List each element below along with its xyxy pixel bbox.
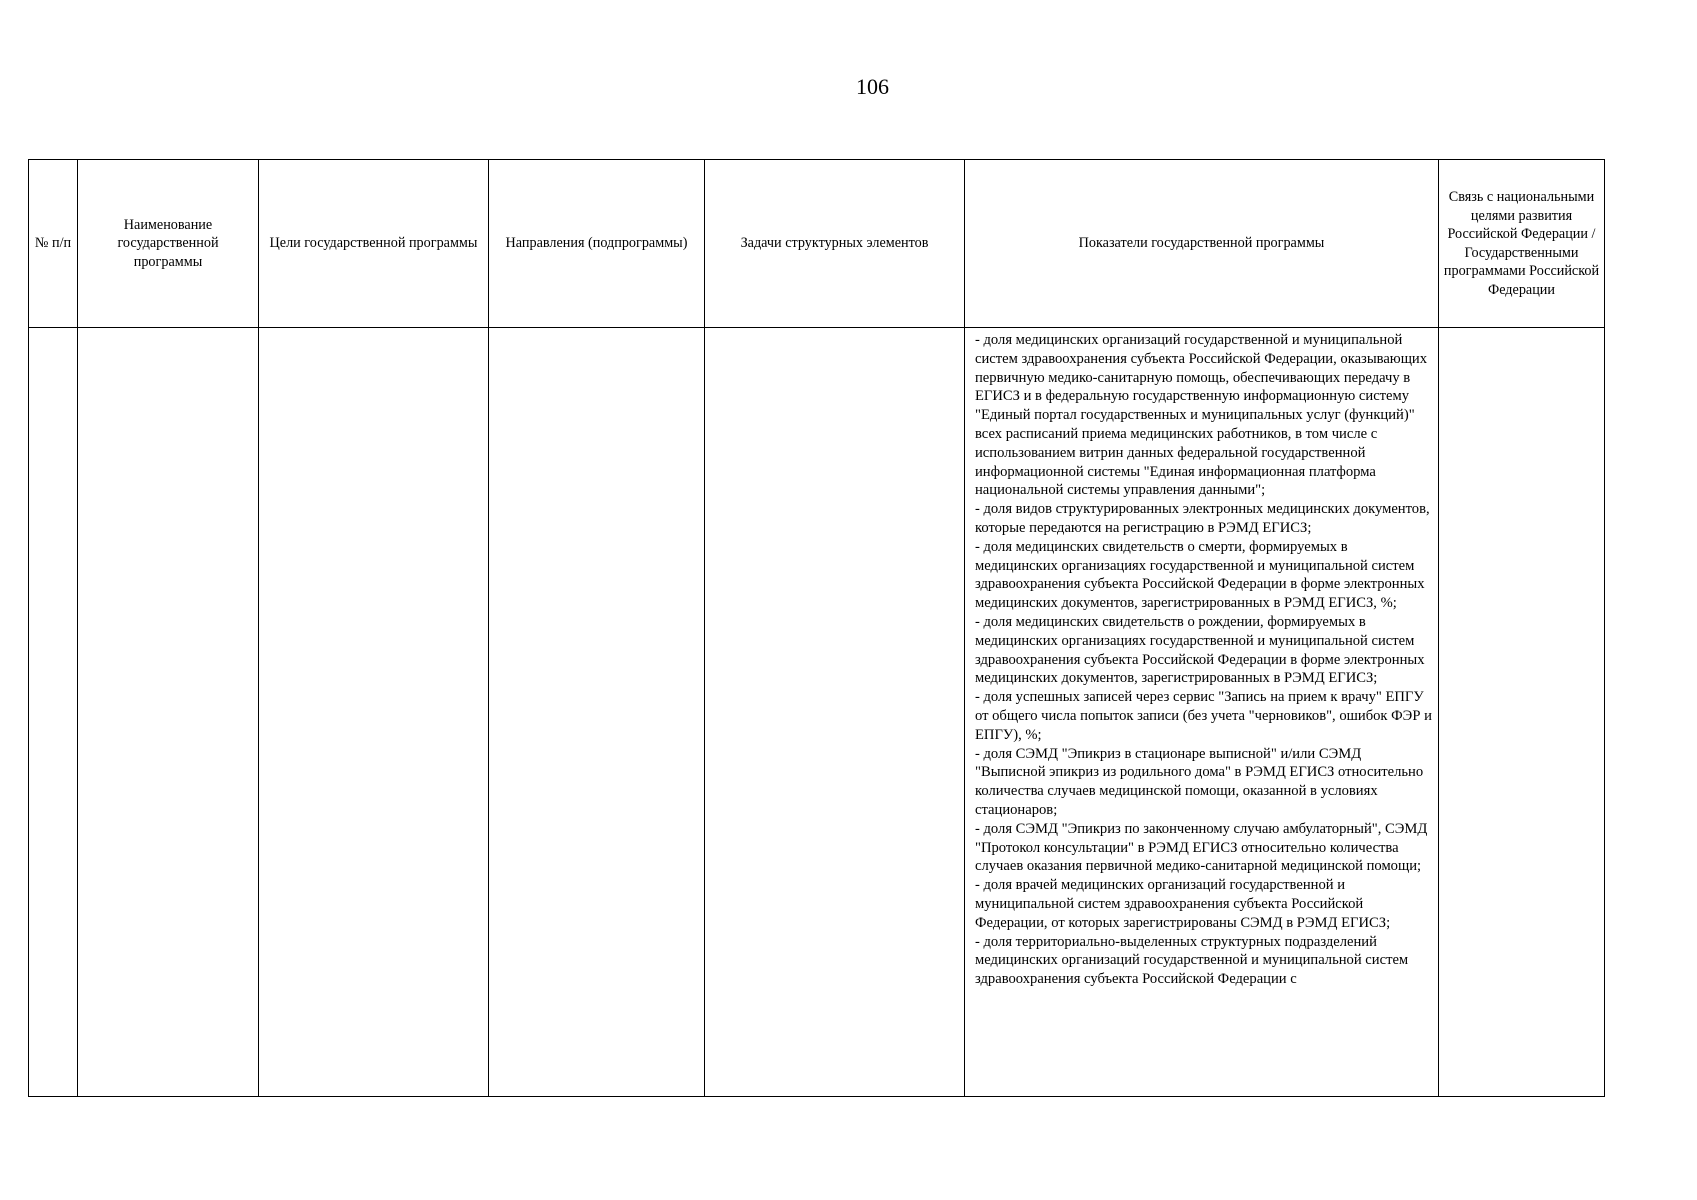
header-number: № п/п xyxy=(29,160,78,328)
indicator-item: - доля СЭМД "Эпикриз по законченному случаю амбулаторный", СЭМД "Протокол консультации" в РЭМД ЕГИСЗ относительно количества случаев оказания первичной медико-санитарной медицинской помощи; xyxy=(975,820,1428,875)
indicator-item: - доля врачей медицинских организаций государственной и муниципальной систем здравоохранения субъекта Российской Федерации, от которых зарегистрированы СЭМД в РЭМД ЕГИСЗ; xyxy=(975,877,1391,931)
indicator-item: - доля медицинских организаций государственной и муниципальной систем здравоохранения субъекта Российской Федерации, оказывающих первичную медико-санитарную помощь, обеспечивающих передачу в ЕГИСЗ и в федеральную государственную информационную систему "Единый портал государственных и муниципальных услуг (функций)" всех расписаний приема медицинских работников, в том числе с использованием витрин данных федеральной государственной информационной системы "Единая информационная платформа национальной системы управления данными"; xyxy=(975,332,1428,499)
cell-program-name xyxy=(78,328,259,1097)
header-national-goals-link: Связь с национальными целями развития Российской Федерации / Государственными программами Российской Федерации xyxy=(1439,160,1605,328)
indicator-item: - доля медицинских свидетельств о смерти, формируемых в медицинских организациях государственной и муниципальной систем здравоохранения субъекта Российской Федерации в форме электронных медицинских документов, зарегистрированных в РЭМД ЕГИСЗ, %; xyxy=(975,538,1425,612)
indicator-item: - доля СЭМД "Эпикриз в стационаре выписной" и/или СЭМД "Выписной эпикриз из родильного дома" в РЭМД ЕГИСЗ относительно количества случаев медицинской помощи, оказанной в условиях стационаров; xyxy=(975,745,1424,818)
header-program-goals: Цели государственной программы xyxy=(259,160,489,328)
program-table xyxy=(28,159,1605,1097)
table-header-row xyxy=(29,160,1605,328)
page-number: 106 xyxy=(856,74,889,99)
table-row xyxy=(29,328,1605,1097)
header-indicators: Показатели государственной программы xyxy=(965,160,1439,328)
header-program-name: Наименование государственной программы xyxy=(78,160,259,328)
cell-directions xyxy=(489,328,705,1097)
indicator-item: - доля медицинских свидетельств о рождении, формируемых в медицинских организациях государственной и муниципальной систем здравоохранения субъекта Российской Федерации в форме электронных медицинских документов, зарегистрированных в РЭМД ЕГИСЗ; xyxy=(975,613,1425,687)
cell-program-goals xyxy=(259,328,489,1097)
indicator-item: - доля территориально-выделенных структурных подразделений медицинских организаций государственной и муниципальной систем здравоохранения субъекта Российской Федерации с xyxy=(975,933,1409,988)
header-tasks: Задачи структурных элементов xyxy=(705,160,965,328)
indicator-item: - доля успешных записей через сервис "Запись на прием к врачу" ЕПГУ от общего числа попыток записи (без учета "черновиков", ошибок ФЭР и ЕПГУ), %; xyxy=(975,689,1432,743)
header-directions: Направления (подпрограммы) xyxy=(489,160,705,328)
cell-national-goals-link xyxy=(1439,328,1605,1097)
indicators-list xyxy=(965,328,1438,1096)
cell-number xyxy=(29,328,78,1097)
indicator-item: - доля видов структурированных электронных медицинских документов, которые передаются на регистрацию в РЭМД ЕГИСЗ; xyxy=(975,501,1430,536)
cell-indicators xyxy=(965,328,1439,1097)
cell-tasks xyxy=(705,328,965,1097)
